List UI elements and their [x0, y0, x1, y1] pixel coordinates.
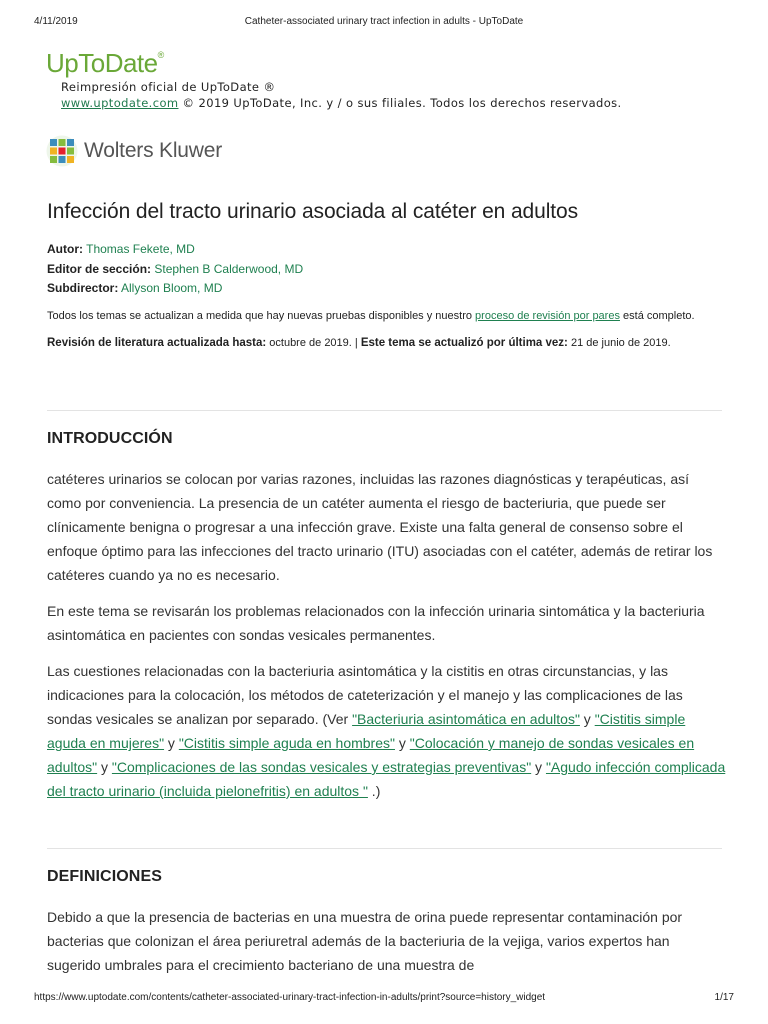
lit-review-label: Revisión de literatura actualizada hasta:	[47, 337, 267, 349]
last-updated-value: 21 de junio de 2019.	[567, 337, 671, 349]
link-asymptomatic-bacteriuria[interactable]: "Bacteriuria asintomática en adultos"	[352, 711, 580, 727]
link-cystitis-men[interactable]: "Cistitis simple aguda en hombres"	[178, 735, 395, 751]
deputy-editor-line	[47, 279, 727, 299]
conjunction: y	[97, 759, 112, 775]
link-complicated-uti[interactable]: "Agudo infección complicada del tracto urinario (incluida pielonefritis) en adultos "	[47, 759, 726, 799]
publisher-name: Wolters Kluwer	[84, 139, 223, 162]
logo-text: UpToDate	[46, 48, 158, 78]
intro-body	[47, 467, 727, 815]
divider	[47, 848, 722, 849]
page-number: 1/17	[714, 992, 734, 1003]
wolters-kluwer-logo	[46, 135, 222, 167]
article-title: Infección del tracto urinario asociada al catéter en adultos	[47, 200, 578, 223]
registered-mark: ®	[157, 50, 164, 61]
reprint-notice	[61, 79, 622, 111]
last-updated-label: Este tema se actualizó por última vez:	[360, 337, 568, 349]
author-label: Autor:	[47, 242, 83, 256]
print-page-title: Catheter-associated urinary tract infection in adults - UpToDate	[244, 16, 524, 27]
intro-paragraph: catéteres urinarios se colocan por varias razones, incluidas las razones diagnósticas y terapéuticas, así como por conveniencia. La presencia de un catéter aumenta el riesgo de bacteriuria, que puede ser clínicamente benigna o progresar a una infección grave. Existe una falta general de consenso sobre el enfoque óptimo para las infecciones del tracto urinario (ITU) asociadas con el catéter, además de retirar los catéteres cuando ya no es necesario.	[47, 471, 713, 583]
link-catheter-complications[interactable]: "Complicaciones de las sondas vesicales y estrategias preventivas"	[111, 759, 532, 775]
section-editor-line	[47, 260, 727, 280]
peer-review-link[interactable]: proceso de revisión por pares	[475, 309, 620, 322]
deputy-editor-link[interactable]: Allyson Bloom, MD	[121, 281, 223, 295]
link-catheter-placement[interactable]: "Colocación y manejo de sondas vesicales en adultos"	[47, 735, 695, 775]
section-editor-link[interactable]: Stephen B Calderwood, MD	[154, 261, 304, 276]
conjunction: y	[394, 735, 410, 751]
author-line	[47, 240, 727, 260]
definitions-heading: DEFINICIONES	[47, 868, 162, 885]
update-note-end: está completo.	[619, 309, 695, 322]
print-url: https://www.uptodate.com/contents/catheter-associated-urinary-tract-infection-in-adults/print?source=history_widget	[34, 992, 546, 1003]
conjunction: y	[164, 735, 179, 751]
intro-paragraph-links	[47, 659, 727, 803]
copyright-line	[61, 95, 622, 111]
divider	[47, 410, 722, 411]
article-meta	[47, 240, 727, 354]
update-note-text: Todos los temas se actualizan a medida que hay nuevas pruebas disponibles y nuestro	[47, 309, 476, 322]
paragraph-end: .)	[367, 783, 381, 799]
author-link[interactable]: Thomas Fekete, MD	[86, 242, 195, 256]
lit-review-value: octubre de 2019. |	[266, 337, 361, 349]
uptodate-logo[interactable]	[46, 48, 164, 79]
reprint-line: Reimpresión oficial de UpToDate ®	[61, 80, 276, 94]
print-date: 4/11/2019	[34, 16, 78, 27]
deputy-editor-label: Subdirector:	[47, 281, 119, 295]
review-dates	[47, 334, 727, 354]
conjunction: y	[579, 711, 595, 727]
link-cystitis-women[interactable]: "Cistitis simple aguda en mujeres"	[47, 711, 686, 751]
print-footer	[34, 992, 734, 1006]
definitions-paragraph: Debido a que la presencia de bacterias en una muestra de orina puede representar contaminación por bacterias que colonizan el área periuretral además de la bacteriuria de la vejiga, varios expertos han sugerido umbrales para el crecimiento bacteriano de una muestra de	[47, 909, 683, 973]
intro-heading: INTRODUCCIÓN	[47, 430, 173, 447]
print-header	[34, 16, 734, 30]
paragraph-text: Las cuestiones relacionadas con la bacteriuria asintomática y la cistitis en otras circunstancias, y las indicaciones para la colocación, los métodos de cateterización y el manejo y las complicaciones de las sondas vesicales se analizan por separado. (Ver	[47, 663, 683, 727]
copyright-text: © 2019 UpToDate, Inc. y / o sus filiales. Todos los derechos reservados.	[178, 96, 622, 110]
wolters-kluwer-logo-icon	[46, 135, 78, 167]
section-editor-label: Editor de sección:	[47, 261, 152, 276]
site-link[interactable]: www.uptodate.com	[61, 96, 179, 110]
intro-paragraph: En este tema se revisarán los problemas relacionados con la infección urinaria sintomática y la bacteriuria asintomática en pacientes con sondas vesicales permanentes.	[47, 603, 705, 643]
definitions-body	[47, 905, 727, 989]
update-note	[47, 307, 727, 327]
conjunction: y	[531, 759, 546, 775]
